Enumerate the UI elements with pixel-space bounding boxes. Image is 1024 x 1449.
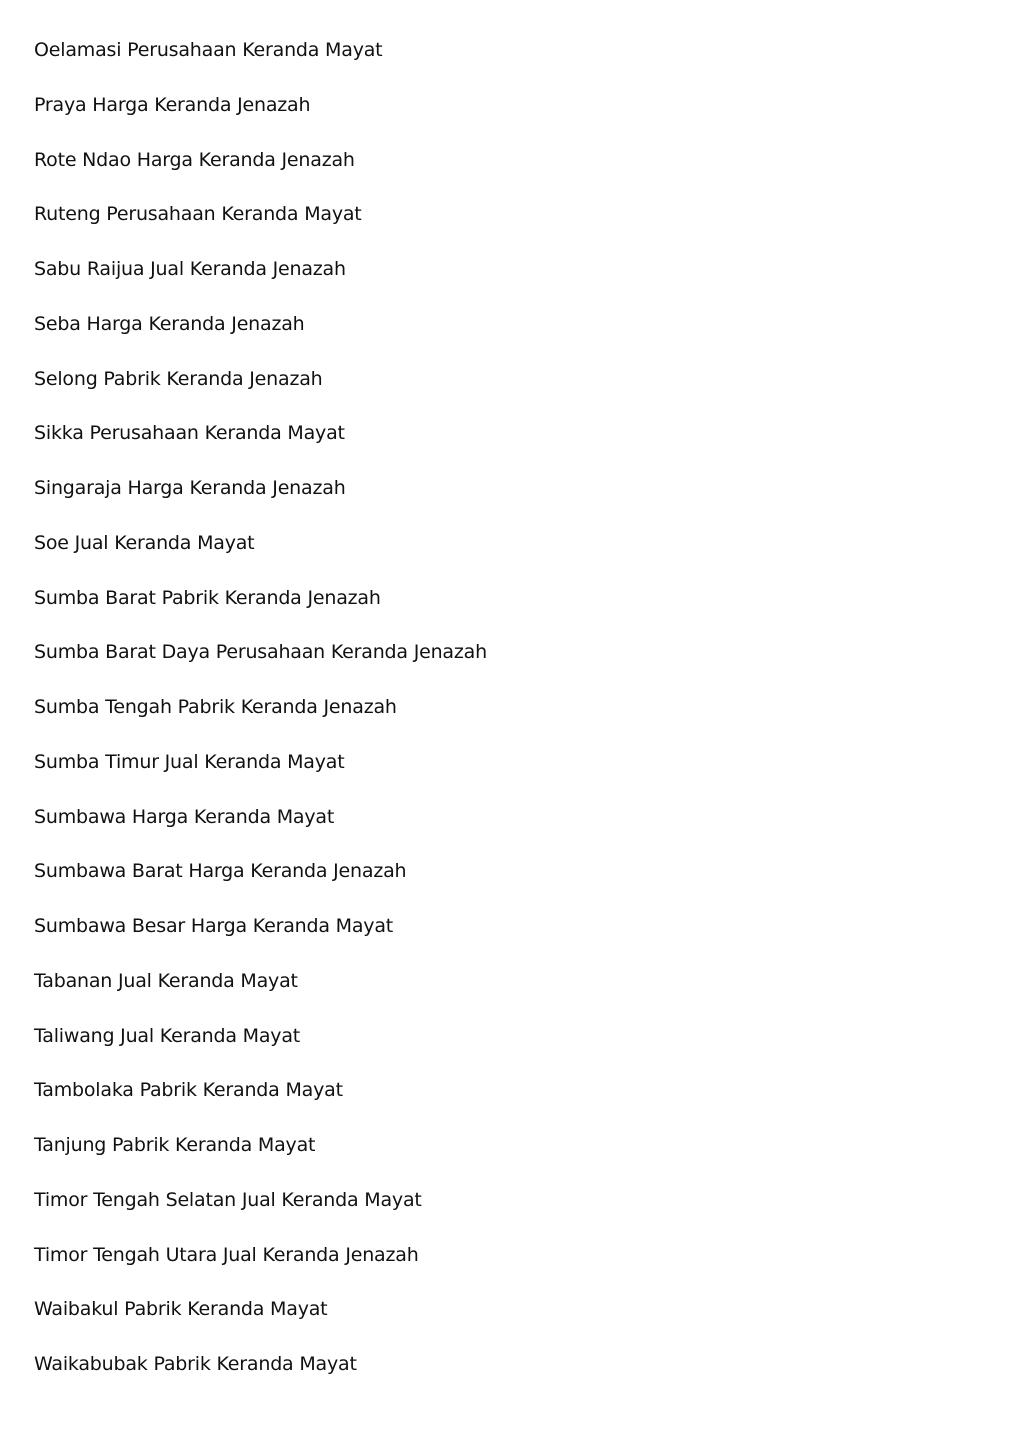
text-line: Sumbawa Harga Keranda Mayat <box>34 805 335 828</box>
text-line: Sabu Raijua Jual Keranda Jenazah <box>34 258 346 280</box>
text-line: Tabanan Jual Keranda Mayat <box>34 969 298 992</box>
text-line: Seba Harga Keranda Jenazah <box>34 312 305 335</box>
text-line: Ruteng Perusahaan Keranda Mayat <box>34 203 362 226</box>
text-line: Waibakul Pabrik Keranda Mayat <box>34 1298 328 1321</box>
text-line: Sumbawa Barat Harga Keranda Jenazah <box>34 860 407 883</box>
text-line: Waikabubak Pabrik Keranda Mayat <box>34 1353 357 1375</box>
text-line: Sumba Barat Pabrik Keranda Jenazah <box>34 586 381 609</box>
text-line: Soe Jual Keranda Mayat <box>34 531 255 554</box>
text-line: Oelamasi Perusahaan Keranda Mayat <box>34 39 383 61</box>
text-line: Sumba Tengah Pabrik Keranda Jenazah <box>34 696 397 718</box>
text-line: Sumba Barat Daya Perusahaan Keranda Jenazah <box>34 641 487 664</box>
text-line: Timor Tengah Utara Jual Keranda Jenazah <box>34 1243 419 1266</box>
text-line: Tanjung Pabrik Keranda Mayat <box>34 1134 316 1156</box>
text-line: Taliwang Jual Keranda Mayat <box>34 1024 301 1047</box>
text-line: Sikka Perusahaan Keranda Mayat <box>34 422 345 445</box>
text-line: Praya Harga Keranda Jenazah <box>34 93 311 116</box>
text-line: Selong Pabrik Keranda Jenazah <box>34 367 323 390</box>
text-line: Timor Tengah Selatan Jual Keranda Mayat <box>34 1188 422 1211</box>
text-line: Singaraja Harga Keranda Jenazah <box>34 477 346 499</box>
text-line: Rote Ndao Harga Keranda Jenazah <box>34 148 355 171</box>
text-line: Sumba Timur Jual Keranda Mayat <box>34 750 345 773</box>
text-line-list <box>34 37 994 1406</box>
text-line: Tambolaka Pabrik Keranda Mayat <box>34 1079 343 1102</box>
text-line: Sumbawa Besar Harga Keranda Mayat <box>34 915 394 937</box>
